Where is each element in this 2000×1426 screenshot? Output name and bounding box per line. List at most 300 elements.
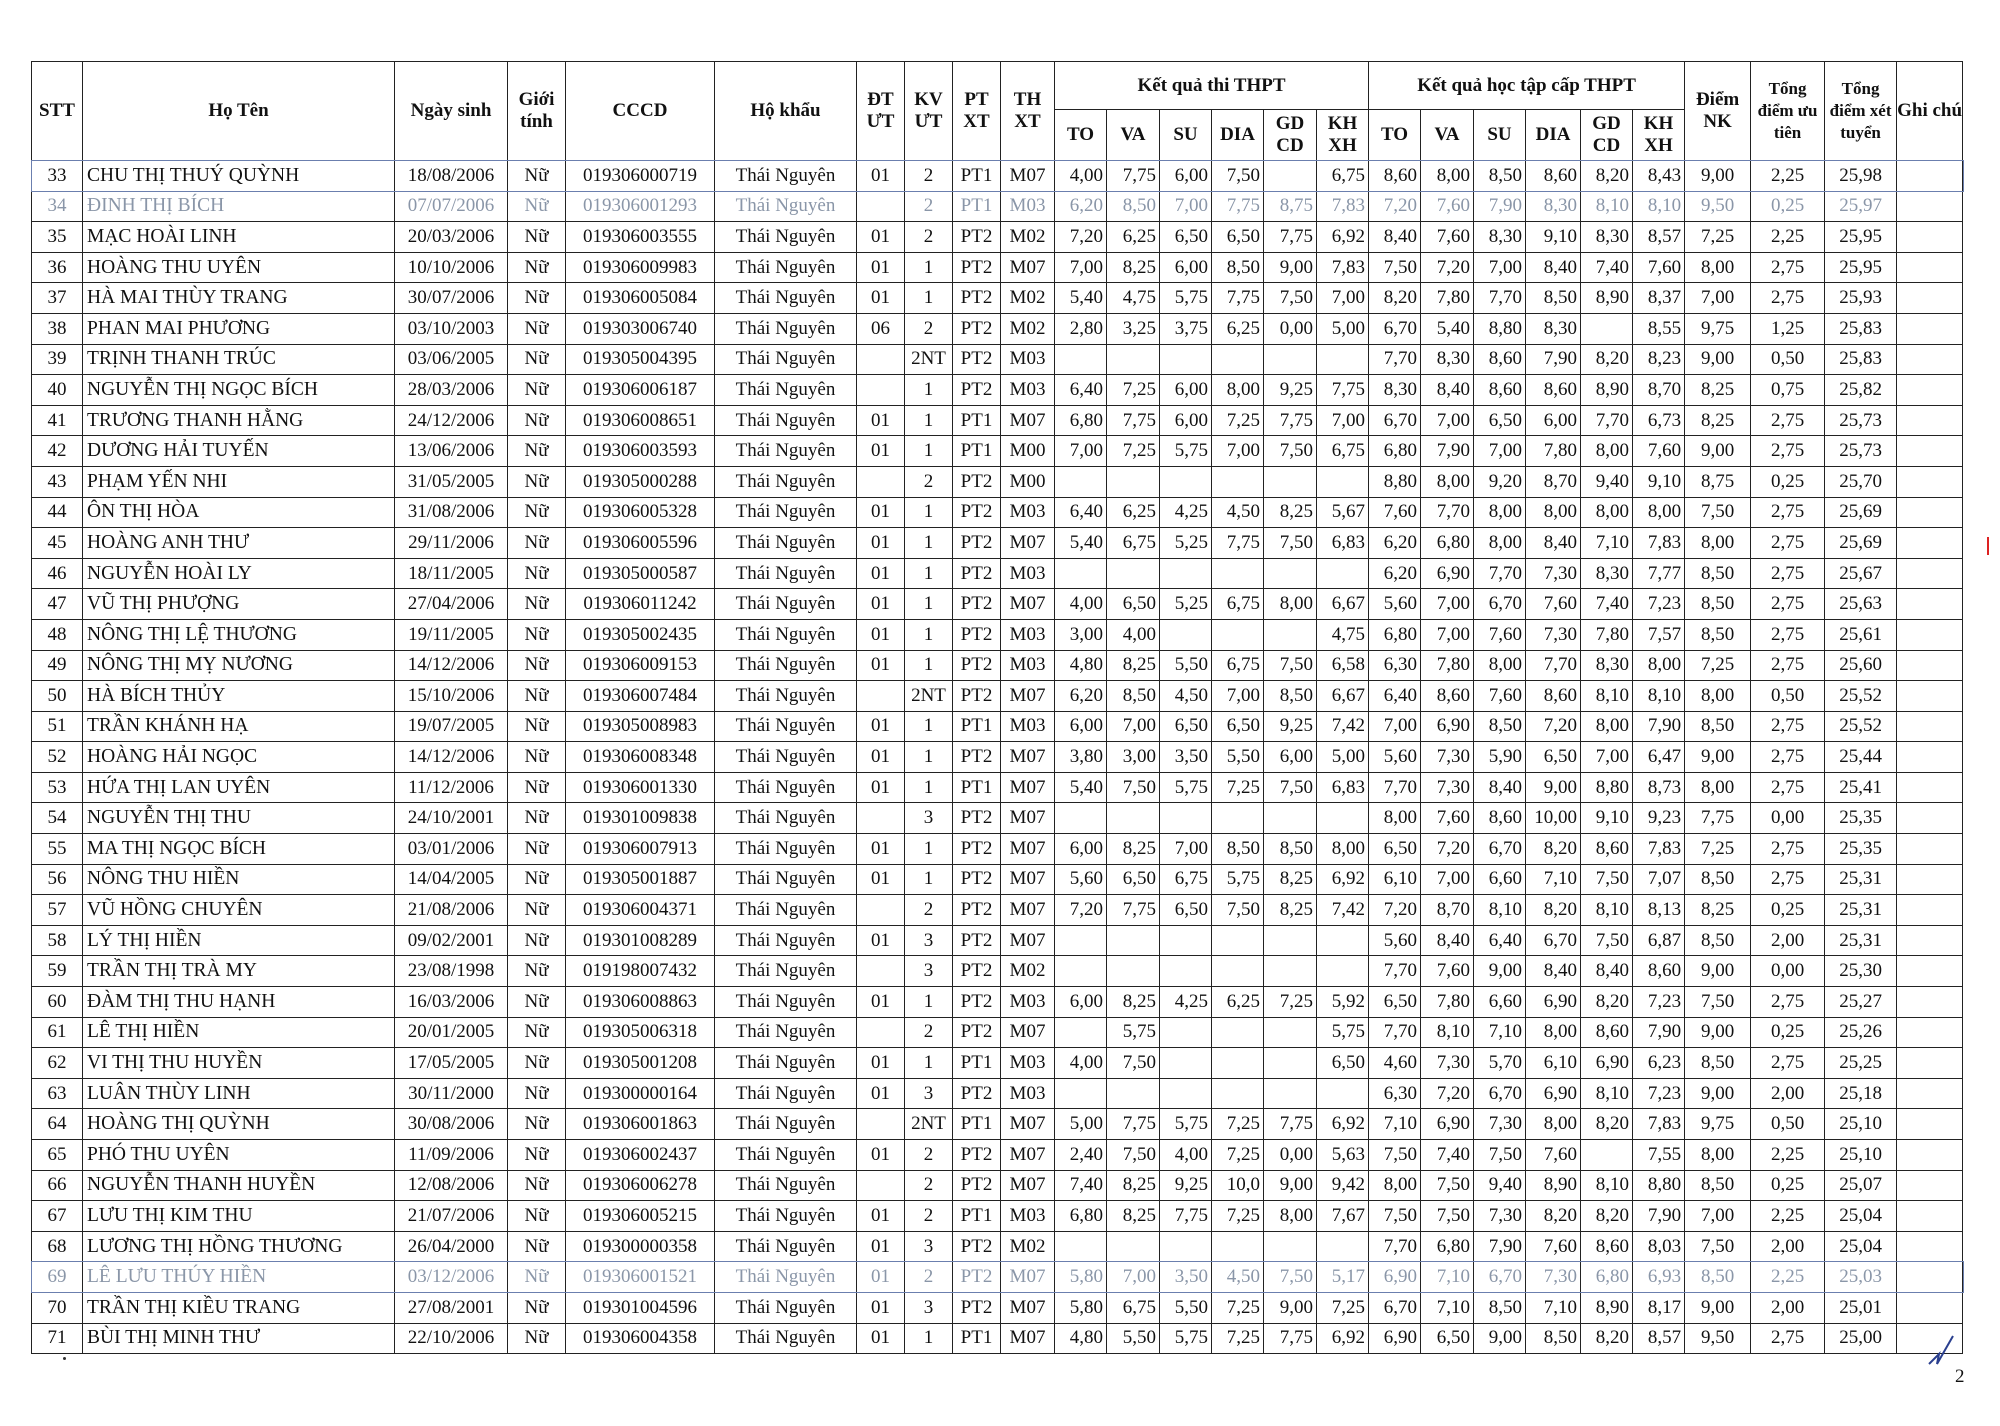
cell-note [1897, 834, 1963, 865]
cell-kv: 1 [905, 987, 953, 1018]
cell-stt: 71 [32, 1323, 83, 1354]
cell-th: M03 [1001, 1078, 1055, 1109]
cell-study-score: 7,50 [1369, 252, 1421, 283]
cell-nk: 8,50 [1685, 1170, 1751, 1201]
cell-dt [857, 1170, 905, 1201]
cell-address: Thái Nguyên [715, 283, 857, 314]
cell-study-score: 8,70 [1526, 466, 1581, 497]
cell-exam-score: 6,00 [1160, 252, 1212, 283]
cell-gender: Nữ [508, 313, 566, 344]
cell-study-score: 7,00 [1581, 742, 1633, 773]
cell-study-score: 8,00 [1421, 161, 1474, 192]
cell-name: HOÀNG THU UYÊN [83, 252, 395, 283]
cell-study-score: 7,30 [1526, 619, 1581, 650]
cell-bonus: 0,25 [1751, 1017, 1825, 1048]
cell-total: 25,82 [1825, 375, 1897, 406]
cell-study-score: 7,23 [1633, 987, 1685, 1018]
cell-study-score [1581, 1140, 1633, 1171]
cell-kv: 3 [905, 925, 953, 956]
header-study-2: SU [1474, 110, 1526, 161]
cell-study-score: 8,00 [1526, 1109, 1581, 1140]
cell-study-score: 8,60 [1526, 375, 1581, 406]
cell-note [1897, 1262, 1963, 1293]
header-exam-4: GD CD [1264, 110, 1317, 161]
cell-study-score: 7,10 [1581, 528, 1633, 559]
cell-pt: PT2 [953, 956, 1001, 987]
cell-study-score: 7,20 [1369, 895, 1421, 926]
table-row [32, 191, 1963, 222]
cell-exam-score [1107, 344, 1160, 375]
cell-exam-score: 7,50 [1107, 1140, 1160, 1171]
cell-exam-score: 8,00 [1264, 589, 1317, 620]
cell-exam-score: 3,75 [1160, 313, 1212, 344]
cell-address: Thái Nguyên [715, 252, 857, 283]
cell-exam-score: 4,50 [1212, 1262, 1264, 1293]
cell-name: HỨA THỊ LAN UYÊN [83, 772, 395, 803]
cell-cccd: 019305004395 [566, 344, 715, 375]
cell-address: Thái Nguyên [715, 313, 857, 344]
table-row [32, 252, 1963, 283]
cell-exam-score: 6,40 [1055, 375, 1107, 406]
cell-nk: 8,00 [1685, 252, 1751, 283]
cell-stt: 56 [32, 864, 83, 895]
cell-study-score: 7,60 [1526, 589, 1581, 620]
cell-study-score: 8,50 [1474, 161, 1526, 192]
cell-exam-score: 7,00 [1160, 834, 1212, 865]
cell-study-score: 9,23 [1633, 803, 1685, 834]
cell-cccd: 019306007484 [566, 681, 715, 712]
header-study-0: TO [1369, 110, 1421, 161]
cell-kv: 1 [905, 1323, 953, 1354]
cell-dob: 11/12/2006 [395, 772, 508, 803]
cell-study-score: 6,90 [1421, 711, 1474, 742]
cell-bonus: 2,75 [1751, 1048, 1825, 1079]
cell-study-score: 6,30 [1369, 1078, 1421, 1109]
cell-total: 25,18 [1825, 1078, 1897, 1109]
cell-study-score: 8,00 [1581, 711, 1633, 742]
cell-exam-score [1317, 558, 1369, 589]
cell-stt: 48 [32, 619, 83, 650]
cell-exam-score: 5,75 [1160, 436, 1212, 467]
cell-gender: Nữ [508, 1017, 566, 1048]
cell-study-score: 7,60 [1526, 1140, 1581, 1171]
cell-study-score: 8,40 [1474, 772, 1526, 803]
cell-exam-score: 3,00 [1107, 742, 1160, 773]
cell-dt [857, 803, 905, 834]
cell-total: 25,97 [1825, 191, 1897, 222]
cell-note [1897, 650, 1963, 681]
cell-exam-score: 9,00 [1264, 252, 1317, 283]
cell-study-score: 8,30 [1526, 313, 1581, 344]
cell-dob: 14/12/2006 [395, 650, 508, 681]
cell-study-score: 8,60 [1474, 344, 1526, 375]
cell-bonus: 2,25 [1751, 1201, 1825, 1232]
cell-study-score: 8,55 [1633, 313, 1685, 344]
cell-exam-score: 7,75 [1107, 895, 1160, 926]
cell-exam-score: 5,80 [1055, 1262, 1107, 1293]
cell-study-score: 9,10 [1581, 803, 1633, 834]
cell-address: Thái Nguyên [715, 497, 857, 528]
table-row [32, 711, 1963, 742]
cell-exam-score [1212, 1048, 1264, 1079]
cell-name: NGUYỄN THỊ NGỌC BÍCH [83, 375, 395, 406]
cell-exam-score: 7,50 [1107, 772, 1160, 803]
cell-exam-score [1264, 956, 1317, 987]
cell-pt: PT2 [953, 589, 1001, 620]
cell-note [1897, 528, 1963, 559]
cell-address: Thái Nguyên [715, 466, 857, 497]
cell-note [1897, 375, 1963, 406]
cell-exam-score: 8,00 [1264, 1201, 1317, 1232]
signature-mark [1925, 1330, 1965, 1370]
cell-pt: PT1 [953, 405, 1001, 436]
cell-study-score: 8,60 [1369, 161, 1421, 192]
cell-cccd: 019305006318 [566, 1017, 715, 1048]
cell-kv: 1 [905, 589, 953, 620]
cell-cccd: 019306005596 [566, 528, 715, 559]
cell-dt [857, 681, 905, 712]
cell-exam-score: 4,50 [1160, 681, 1212, 712]
cell-th: M02 [1001, 956, 1055, 987]
cell-bonus: 2,75 [1751, 283, 1825, 314]
cell-study-score: 6,90 [1369, 1323, 1421, 1354]
cell-note [1897, 681, 1963, 712]
cell-note [1897, 956, 1963, 987]
cell-total: 25,95 [1825, 252, 1897, 283]
cell-exam-score [1107, 803, 1160, 834]
cell-exam-score: 6,00 [1160, 405, 1212, 436]
cell-study-score: 8,40 [1581, 956, 1633, 987]
cell-bonus: 2,75 [1751, 1323, 1825, 1354]
cell-address: Thái Nguyên [715, 1170, 857, 1201]
cell-study-score: 8,10 [1581, 191, 1633, 222]
cell-dt: 01 [857, 558, 905, 589]
cell-pt: PT2 [953, 681, 1001, 712]
cell-exam-score: 6,75 [1107, 1292, 1160, 1323]
cell-study-score: 7,10 [1421, 1262, 1474, 1293]
cell-study-score: 6,90 [1526, 987, 1581, 1018]
cell-name: LÊ THỊ HIỀN [83, 1017, 395, 1048]
cell-exam-score: 6,50 [1160, 895, 1212, 926]
table-row [32, 772, 1963, 803]
cell-kv: 2 [905, 1262, 953, 1293]
cell-study-score: 8,80 [1581, 772, 1633, 803]
cell-name: NGUYỄN HOÀI LY [83, 558, 395, 589]
cell-study-score: 8,10 [1581, 1078, 1633, 1109]
cell-exam-score: 7,42 [1317, 895, 1369, 926]
header-gender: Giới tính [508, 62, 566, 161]
cell-gender: Nữ [508, 558, 566, 589]
cell-dob: 03/06/2005 [395, 344, 508, 375]
cell-note [1897, 803, 1963, 834]
cell-dt: 01 [857, 222, 905, 253]
cell-pt: PT2 [953, 1292, 1001, 1323]
cell-study-score: 6,40 [1474, 925, 1526, 956]
cell-bonus: 2,75 [1751, 650, 1825, 681]
cell-kv: 1 [905, 772, 953, 803]
cell-address: Thái Nguyên [715, 528, 857, 559]
cell-exam-score: 7,25 [1212, 1323, 1264, 1354]
header-exam-3: DIA [1212, 110, 1264, 161]
cell-study-score: 6,47 [1633, 742, 1685, 773]
cell-exam-score: 7,50 [1264, 650, 1317, 681]
cell-bonus: 2,75 [1751, 711, 1825, 742]
cell-dt: 01 [857, 1201, 905, 1232]
cell-exam-score: 7,50 [1212, 161, 1264, 192]
cell-study-score: 8,57 [1633, 222, 1685, 253]
cell-gender: Nữ [508, 619, 566, 650]
cell-exam-score [1160, 1048, 1212, 1079]
cell-gender: Nữ [508, 344, 566, 375]
cell-kv: 3 [905, 803, 953, 834]
cell-exam-score: 7,50 [1264, 528, 1317, 559]
cell-exam-score: 6,75 [1212, 589, 1264, 620]
cell-dob: 21/08/2006 [395, 895, 508, 926]
cell-study-score: 7,90 [1633, 1017, 1685, 1048]
table-row [32, 1109, 1963, 1140]
cell-exam-score: 5,50 [1107, 1323, 1160, 1354]
cell-exam-score: 6,50 [1107, 864, 1160, 895]
cell-dob: 15/10/2006 [395, 681, 508, 712]
cell-address: Thái Nguyên [715, 191, 857, 222]
cell-gender: Nữ [508, 497, 566, 528]
cell-exam-score: 7,75 [1264, 405, 1317, 436]
cell-total: 25,26 [1825, 1017, 1897, 1048]
cell-gender: Nữ [508, 1078, 566, 1109]
cell-dt: 01 [857, 252, 905, 283]
cell-study-score: 8,20 [1526, 895, 1581, 926]
cell-exam-score [1212, 466, 1264, 497]
cell-study-score: 7,10 [1474, 1017, 1526, 1048]
cell-exam-score [1212, 344, 1264, 375]
cell-stt: 57 [32, 895, 83, 926]
cell-bonus: 0,50 [1751, 344, 1825, 375]
cell-study-score: 8,00 [1526, 1017, 1581, 1048]
cell-cccd: 019300000164 [566, 1078, 715, 1109]
cell-pt: PT2 [953, 283, 1001, 314]
cell-address: Thái Nguyên [715, 650, 857, 681]
cell-bonus: 2,75 [1751, 252, 1825, 283]
cell-exam-score: 6,00 [1160, 161, 1212, 192]
cell-exam-score [1055, 925, 1107, 956]
cell-total: 25,31 [1825, 925, 1897, 956]
cell-exam-score: 5,75 [1107, 1017, 1160, 1048]
cell-exam-score: 7,00 [1107, 1262, 1160, 1293]
cell-exam-score [1160, 925, 1212, 956]
cell-name: ÔN THỊ HÒA [83, 497, 395, 528]
cell-study-score: 7,20 [1369, 191, 1421, 222]
cell-study-score: 6,73 [1633, 405, 1685, 436]
cell-study-score: 8,80 [1369, 466, 1421, 497]
cell-th: M03 [1001, 375, 1055, 406]
cell-exam-score: 9,25 [1160, 1170, 1212, 1201]
cell-pt: PT2 [953, 895, 1001, 926]
cell-exam-score: 7,75 [1160, 1201, 1212, 1232]
cell-gender: Nữ [508, 161, 566, 192]
cell-total: 25,30 [1825, 956, 1897, 987]
cell-cccd: 019305002435 [566, 619, 715, 650]
cell-study-score: 6,20 [1369, 528, 1421, 559]
cell-study-score: 7,50 [1474, 1140, 1526, 1171]
cell-exam-score: 5,75 [1160, 283, 1212, 314]
cell-dob: 12/08/2006 [395, 1170, 508, 1201]
cell-study-score: 6,30 [1369, 650, 1421, 681]
cell-exam-score: 4,00 [1160, 1140, 1212, 1171]
cell-gender: Nữ [508, 375, 566, 406]
cell-exam-score [1317, 803, 1369, 834]
cell-th: M07 [1001, 589, 1055, 620]
cell-total: 25,31 [1825, 864, 1897, 895]
cell-exam-score: 5,00 [1317, 742, 1369, 773]
cell-study-score: 6,70 [1474, 589, 1526, 620]
cell-kv: 2 [905, 222, 953, 253]
cell-exam-score: 6,75 [1160, 864, 1212, 895]
cell-th: M03 [1001, 711, 1055, 742]
cell-gender: Nữ [508, 803, 566, 834]
cell-study-score: 7,70 [1474, 283, 1526, 314]
cell-study-score: 7,80 [1421, 650, 1474, 681]
cell-address: Thái Nguyên [715, 1231, 857, 1262]
cell-gender: Nữ [508, 436, 566, 467]
cell-gender: Nữ [508, 1109, 566, 1140]
cell-dob: 03/12/2006 [395, 1262, 508, 1293]
cell-kv: 1 [905, 375, 953, 406]
cell-exam-score: 3,50 [1160, 742, 1212, 773]
cell-dob: 21/07/2006 [395, 1201, 508, 1232]
cell-dob: 28/03/2006 [395, 375, 508, 406]
cell-th: M07 [1001, 864, 1055, 895]
cell-exam-score: 9,00 [1264, 1292, 1317, 1323]
cell-exam-score [1055, 1078, 1107, 1109]
table-row [32, 405, 1963, 436]
cell-address: Thái Nguyên [715, 895, 857, 926]
cell-kv: 1 [905, 711, 953, 742]
cell-nk: 9,00 [1685, 956, 1751, 987]
cell-bonus: 2,25 [1751, 1140, 1825, 1171]
cell-dt: 01 [857, 1140, 905, 1171]
header-exam-1: VA [1107, 110, 1160, 161]
cell-total: 25,35 [1825, 834, 1897, 865]
cell-name: PHẠM YẾN NHI [83, 466, 395, 497]
header-name: Họ Tên [83, 62, 395, 161]
cell-total: 25,03 [1825, 1262, 1897, 1293]
cell-study-score: 8,20 [1526, 1201, 1581, 1232]
cell-nk: 7,75 [1685, 803, 1751, 834]
cell-study-score: 8,90 [1581, 375, 1633, 406]
cell-exam-score: 7,50 [1264, 1262, 1317, 1293]
cell-note [1897, 1017, 1963, 1048]
cell-th: M03 [1001, 1048, 1055, 1079]
cell-total: 25,83 [1825, 344, 1897, 375]
cell-exam-score: 8,25 [1107, 1201, 1160, 1232]
header-study-5: KH XH [1633, 110, 1685, 161]
cell-kv: 2 [905, 466, 953, 497]
cell-name: MẠC HOÀI LINH [83, 222, 395, 253]
cell-address: Thái Nguyên [715, 711, 857, 742]
cell-cccd: 019306006187 [566, 375, 715, 406]
cell-exam-score: 5,75 [1317, 1017, 1369, 1048]
cell-th: M00 [1001, 466, 1055, 497]
cell-exam-score: 7,50 [1264, 772, 1317, 803]
cell-study-score: 7,07 [1633, 864, 1685, 895]
cell-exam-score: 6,83 [1317, 528, 1369, 559]
cell-nk: 8,00 [1685, 681, 1751, 712]
cell-study-score: 7,20 [1421, 1078, 1474, 1109]
cell-exam-score: 7,00 [1055, 436, 1107, 467]
cell-study-score: 7,60 [1369, 497, 1421, 528]
cell-exam-score [1317, 925, 1369, 956]
table-row [32, 344, 1963, 375]
cell-study-score: 7,50 [1581, 925, 1633, 956]
cell-study-score: 8,50 [1474, 711, 1526, 742]
cell-study-score: 7,30 [1421, 772, 1474, 803]
cell-study-score: 8,50 [1474, 1292, 1526, 1323]
cell-stt: 38 [32, 313, 83, 344]
cell-total: 25,63 [1825, 589, 1897, 620]
cell-note [1897, 191, 1963, 222]
cell-study-score: 6,60 [1474, 864, 1526, 895]
cell-study-score: 7,50 [1369, 1201, 1421, 1232]
cell-pt: PT2 [953, 558, 1001, 589]
cell-stt: 59 [32, 956, 83, 987]
cell-exam-score: 7,25 [1212, 772, 1264, 803]
cell-exam-score: 8,50 [1212, 252, 1264, 283]
cell-stt: 65 [32, 1140, 83, 1171]
table-row [32, 1017, 1963, 1048]
cell-study-score: 6,40 [1369, 681, 1421, 712]
cell-exam-score: 6,75 [1317, 161, 1369, 192]
cell-exam-score: 3,80 [1055, 742, 1107, 773]
cell-dob: 19/07/2005 [395, 711, 508, 742]
cell-study-score: 8,10 [1581, 681, 1633, 712]
cell-exam-score: 6,00 [1160, 375, 1212, 406]
table-row [32, 1140, 1963, 1171]
cell-study-score: 7,60 [1421, 222, 1474, 253]
cell-study-score: 8,90 [1526, 1170, 1581, 1201]
cell-study-score: 7,60 [1526, 1231, 1581, 1262]
cell-total: 25,73 [1825, 436, 1897, 467]
table-row [32, 681, 1963, 712]
cell-study-score: 9,00 [1526, 772, 1581, 803]
cell-cccd: 019306006278 [566, 1170, 715, 1201]
cell-study-score: 7,55 [1633, 1140, 1685, 1171]
cell-exam-score: 7,75 [1107, 405, 1160, 436]
cell-exam-score: 6,75 [1107, 528, 1160, 559]
cell-study-score: 8,00 [1369, 803, 1421, 834]
cell-exam-score: 6,00 [1264, 742, 1317, 773]
cell-exam-score [1212, 1231, 1264, 1262]
cell-kv: 1 [905, 1048, 953, 1079]
cell-exam-score: 8,75 [1264, 191, 1317, 222]
cell-exam-score [1317, 344, 1369, 375]
cell-exam-score: 6,25 [1107, 497, 1160, 528]
cell-gender: Nữ [508, 1323, 566, 1354]
cell-kv: 1 [905, 864, 953, 895]
table-row [32, 222, 1963, 253]
cell-study-score: 7,70 [1369, 344, 1421, 375]
cell-nk: 8,50 [1685, 1048, 1751, 1079]
cell-stt: 60 [32, 987, 83, 1018]
cell-pt: PT2 [953, 1078, 1001, 1109]
cell-gender: Nữ [508, 1201, 566, 1232]
cell-gender: Nữ [508, 987, 566, 1018]
cell-study-score: 7,30 [1474, 1109, 1526, 1140]
cell-kv: 1 [905, 497, 953, 528]
cell-address: Thái Nguyên [715, 834, 857, 865]
cell-pt: PT1 [953, 436, 1001, 467]
cell-gender: Nữ [508, 252, 566, 283]
cell-dob: 14/04/2005 [395, 864, 508, 895]
